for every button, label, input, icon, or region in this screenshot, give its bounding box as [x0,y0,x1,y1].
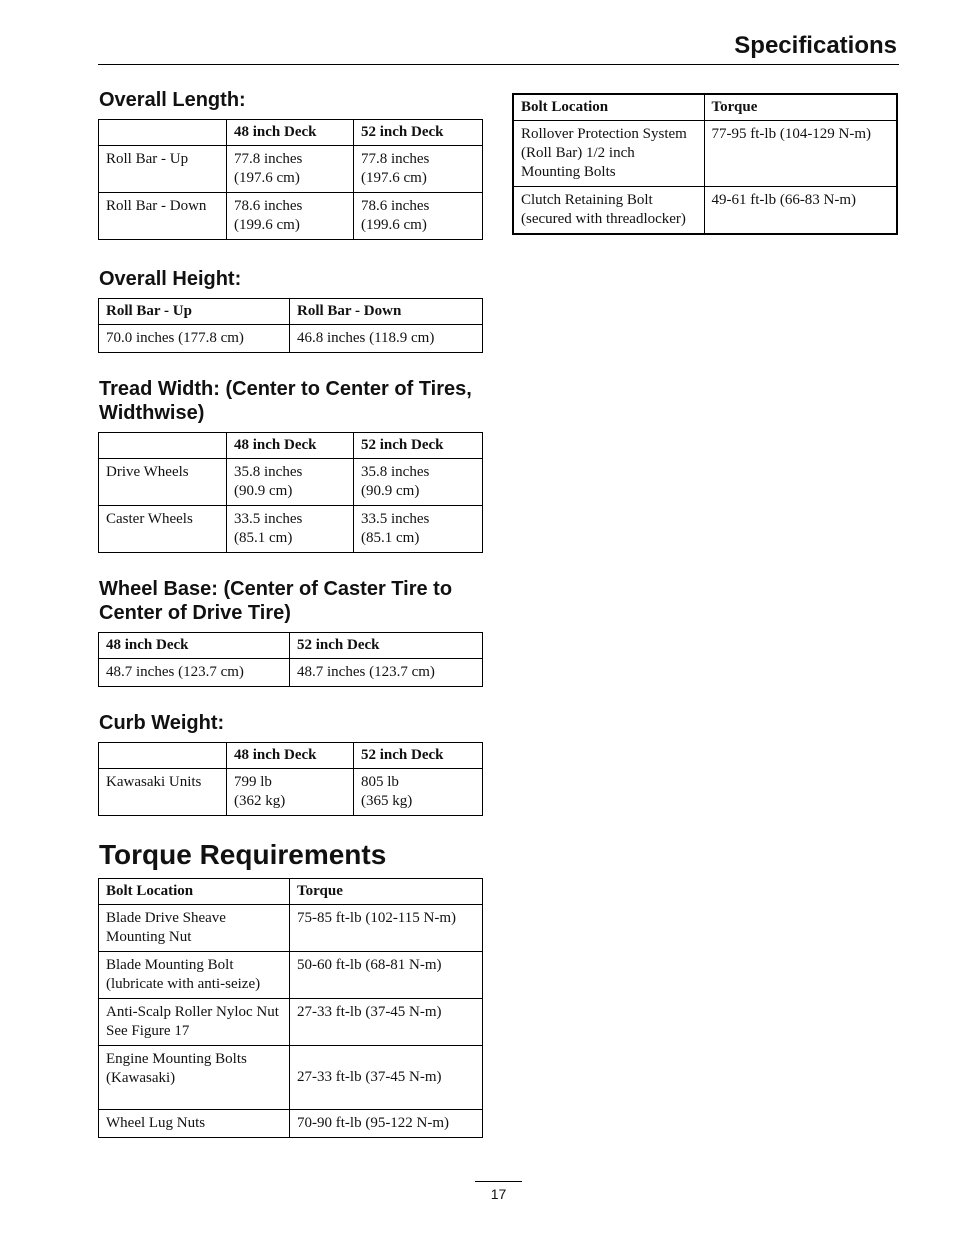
table-row [99,659,483,687]
table-cell: 70.0 inches (177.8 cm) [99,325,290,353]
table-row [99,1046,483,1110]
table-header-cell: 52 inch Deck [354,743,483,769]
table-cell: Roll Bar - Down [99,193,227,240]
table-cell: 799 lb (362 kg) [227,769,354,816]
table-cell: 77.8 inches (197.6 cm) [354,146,483,193]
table-header-cell: Torque [704,94,897,121]
table-cell: Roll Bar - Up [99,146,227,193]
table-cell: Clutch Retaining Bolt (secured with threadlocker) [513,187,704,235]
table-cell: 78.6 inches (199.6 cm) [354,193,483,240]
footer-rule [475,1181,522,1182]
table-cell: 48.7 inches (123.7 cm) [290,659,483,687]
table-cell: 78.6 inches (199.6 cm) [227,193,354,240]
table-header-cell: 48 inch Deck [227,743,354,769]
table-cell: Kawasaki Units [99,769,227,816]
table-cell: Anti-Scalp Roller Nyloc Nut See Figure 17 [99,999,290,1046]
table-header-row [99,743,483,769]
wheel-base-heading: Wheel Base: (Center of Caster Tire to Center of Drive Tire) [99,578,453,624]
table-cell: Blade Drive Sheave Mounting Nut [99,905,290,952]
table-cell: 46.8 inches (118.9 cm) [290,325,483,353]
table-header-row [99,299,483,325]
table-header-cell: 52 inch Deck [354,120,483,146]
tread-width-heading: Tread Width: (Center to Center of Tires, Widthwise) [99,378,472,424]
table-cell: 77.8 inches (197.6 cm) [227,146,354,193]
table-cell: 27-33 ft-lb (37-45 N-m) [290,1046,483,1110]
page-title: Specifications [734,32,897,59]
table-header-cell: Bolt Location [99,879,290,905]
torque-table-continued [512,93,898,235]
table-row [99,506,483,553]
table-cell: 805 lb (365 kg) [354,769,483,816]
torque-requirements-heading: Torque Requirements [99,839,387,870]
table-header-row [99,879,483,905]
table-cell: 75-85 ft-lb (102-115 N-m) [290,905,483,952]
table-cell: 49-61 ft-lb (66-83 N-m) [704,187,897,235]
table-cell: 27-33 ft-lb (37-45 N-m) [290,999,483,1046]
right-column [512,93,896,235]
table-row [99,325,483,353]
table-header-cell: 48 inch Deck [99,633,290,659]
table-cell: Drive Wheels [99,459,227,506]
table-header-cell [99,120,227,146]
wheel-base-table [98,632,483,687]
table-header-cell: 52 inch Deck [290,633,483,659]
table-header-row [99,433,483,459]
table-cell: Engine Mounting Bolts (Kawasaki) [99,1046,290,1110]
left-column [98,88,482,1138]
page-number: 17 [490,1186,507,1202]
table-row [99,769,483,816]
table-row [99,1110,483,1138]
table-header-cell: 48 inch Deck [227,120,354,146]
table-cell: Blade Mounting Bolt (lubricate with anti-seize) [99,952,290,999]
table-cell: 33.5 inches (85.1 cm) [354,506,483,553]
table-row [99,146,483,193]
overall-height-heading: Overall Height: [99,268,242,290]
table-cell: 33.5 inches (85.1 cm) [227,506,354,553]
table-cell: Rollover Protection System (Roll Bar) 1/2 inch Mounting Bolts [513,121,704,187]
table-header-row [99,120,483,146]
table-row [513,187,897,235]
table-header-cell: 48 inch Deck [227,433,354,459]
table-header-cell: Roll Bar - Up [99,299,290,325]
table-row [99,905,483,952]
table-cell: 50-60 ft-lb (68-81 N-m) [290,952,483,999]
table-row [99,193,483,240]
table-header-cell [99,743,227,769]
table-header-cell: Torque [290,879,483,905]
table-cell: Wheel Lug Nuts [99,1110,290,1138]
table-row [99,999,483,1046]
table-header-row [99,633,483,659]
table-cell: 35.8 inches (90.9 cm) [227,459,354,506]
table-cell: 77-95 ft-lb (104-129 N-m) [704,121,897,187]
table-row [99,952,483,999]
overall-length-table [98,119,483,240]
curb-weight-table [98,742,483,816]
tread-width-table [98,432,483,553]
table-cell: 35.8 inches (90.9 cm) [354,459,483,506]
table-row [99,459,483,506]
table-header-row [513,94,897,121]
table-header-cell: 52 inch Deck [354,433,483,459]
overall-height-table [98,298,483,353]
overall-length-heading: Overall Length: [99,89,246,111]
table-header-cell: Roll Bar - Down [290,299,483,325]
table-header-cell: Bolt Location [513,94,704,121]
table-row [513,121,897,187]
torque-table [98,878,483,1138]
table-cell: 70-90 ft-lb (95-122 N-m) [290,1110,483,1138]
table-header-cell [99,433,227,459]
table-cell: 48.7 inches (123.7 cm) [99,659,290,687]
curb-weight-heading: Curb Weight: [99,712,225,734]
table-cell: Caster Wheels [99,506,227,553]
page-header [98,32,899,65]
